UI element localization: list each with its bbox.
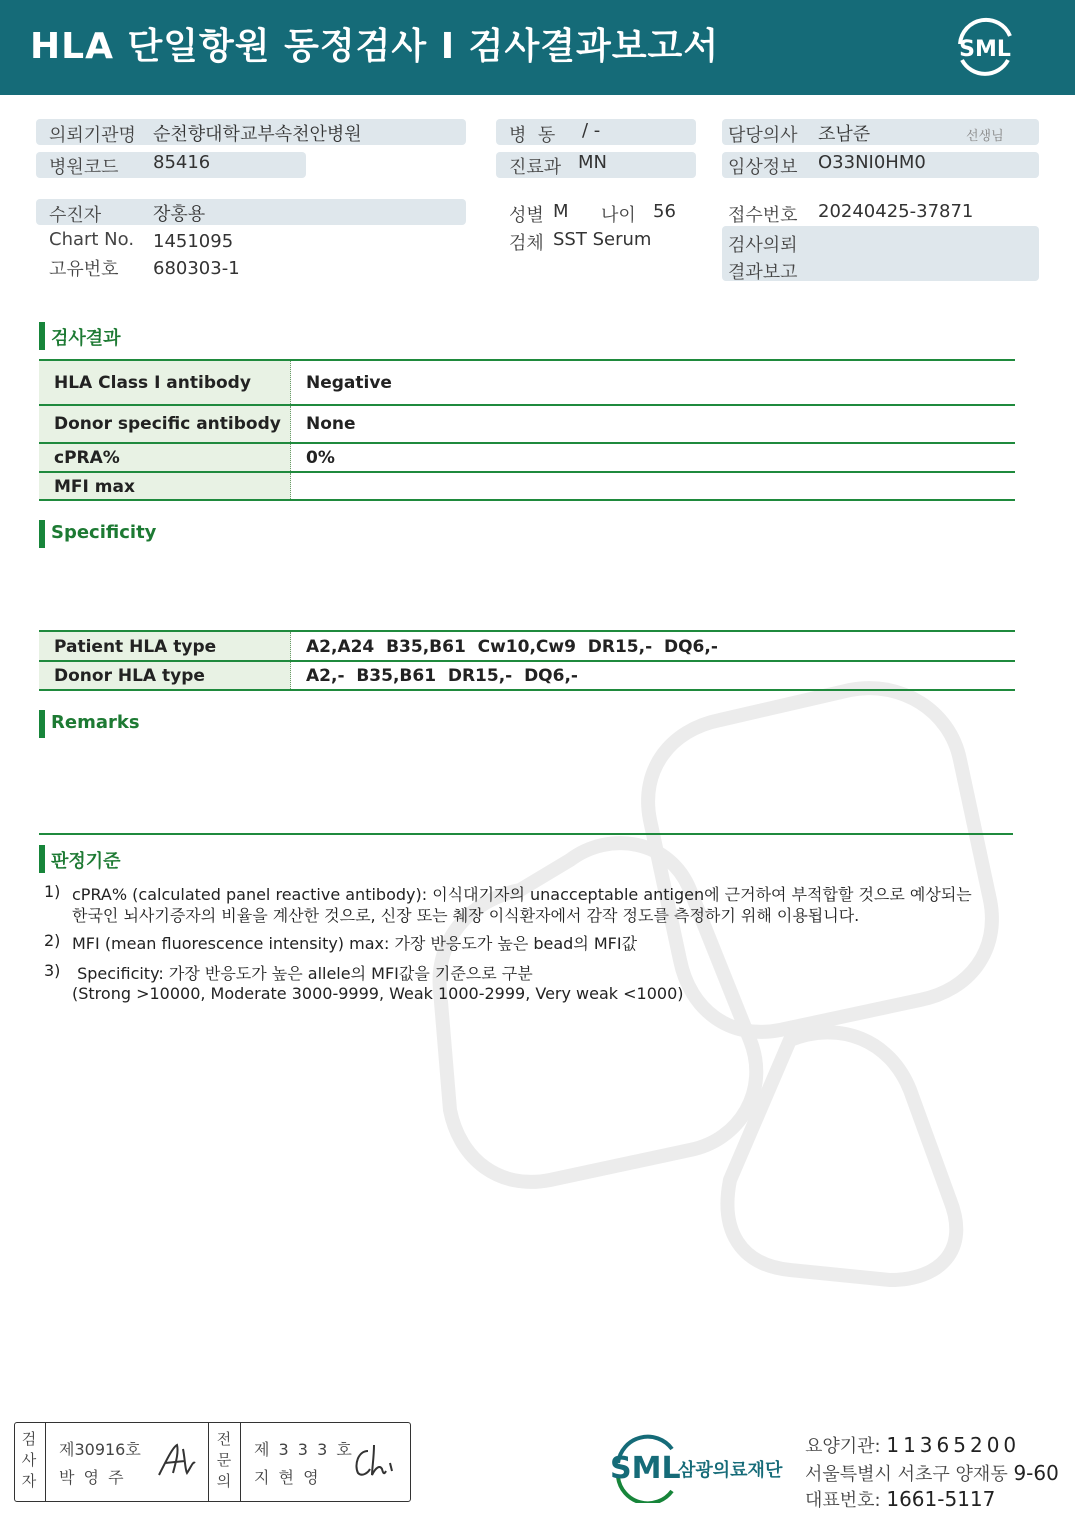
dept-value: MN: [578, 152, 607, 173]
examiner-license: 제30916호: [59, 1440, 141, 1459]
chart-label: Chart No.: [49, 229, 135, 250]
table-row: [39, 473, 1015, 501]
criteria-line: (Strong >10000, Moderate 3000-9999, Weak 1000-2999, Very weak <1000): [72, 984, 684, 1003]
examiner-name: 박 영 주: [59, 1468, 126, 1487]
hospital-code-label: 병원코드: [49, 157, 119, 178]
org-name: 삼광의료재단: [678, 1460, 783, 1481]
table-row: [39, 444, 1015, 473]
request-label: 검사의뢰: [728, 235, 798, 256]
result-label: Donor specific antibody: [54, 414, 281, 434]
clinical-label: 임상정보: [728, 157, 798, 178]
section-bar: [39, 520, 45, 548]
unique-label: 고유번호: [49, 259, 119, 280]
examiner-label: 검 사 자: [21, 1430, 37, 1490]
doctor-value: 조남준: [818, 124, 871, 145]
report-label: 결과보고: [728, 262, 798, 283]
criteria-line: cPRA% (calculated panel reactive antibody): 이식대기자의 unacceptable antigen에 근거하여 부적합할 것으로 예상되는: [72, 885, 972, 904]
report-header: [0, 0, 1075, 95]
chart-value: 1451095: [153, 231, 234, 252]
hla-label: Donor HLA type: [54, 666, 205, 686]
specialist-signature: [350, 1441, 400, 1481]
hla-table: [39, 630, 1015, 691]
result-value: None: [306, 414, 356, 434]
signature-box: [14, 1422, 411, 1502]
criteria-number: 2): [44, 931, 61, 950]
criteria-number: 3): [44, 961, 61, 980]
remarks-divider: [39, 833, 1013, 835]
specialist-license: 제 3 3 3 호: [254, 1440, 354, 1459]
hla-label: Patient HLA type: [54, 637, 217, 657]
section-bar: [39, 845, 45, 873]
examiner-signature: [155, 1439, 203, 1481]
criteria-line: MFI (mean fluorescence intensity) max: 가장 반응도가 높은 bead의 MFI값: [72, 934, 638, 953]
result-label: cPRA%: [54, 448, 120, 468]
criteria-line: Specificity: 가장 반응도가 높은 allele의 MFI값을 기준으로 구분: [72, 964, 533, 983]
table-row: [39, 406, 1015, 444]
result-value: Negative: [306, 373, 392, 393]
institution-label: 의뢰기관명: [49, 125, 136, 146]
phone: 대표번호: 1661-5117: [805, 1487, 996, 1511]
ward-value: / -: [582, 120, 601, 141]
org-logo-text: SML: [610, 1451, 681, 1486]
criteria-number: 1): [44, 882, 61, 901]
result-label: MFI max: [54, 477, 135, 497]
sex-value: M: [553, 201, 569, 222]
patient-label: 수진자: [49, 205, 102, 226]
age-label: 나이: [601, 205, 636, 226]
dept-label: 진료과: [509, 157, 562, 178]
section-results-title: 검사결과: [51, 328, 121, 349]
doctor-suffix: 선생님: [966, 129, 1004, 144]
criteria-line: 한국인 뇌사기증자의 비율을 계산한 것으로, 신장 또는 췌장 이식환자에서 감작 정도를 측정하기 위해 이용됩니다.: [72, 906, 860, 925]
sml-logo-text: SML: [959, 37, 1011, 62]
address: 서울특별시 서초구 양재동 9-60: [805, 1461, 1059, 1485]
clinical-value: O33NI0HM0: [818, 152, 926, 173]
specimen-label: 검체: [509, 233, 544, 254]
table-row: [39, 361, 1015, 406]
age-value: 56: [653, 201, 676, 222]
section-bar: [39, 322, 45, 350]
table-row: [39, 632, 1015, 662]
care-code: 요양기관: 11365200: [805, 1433, 1021, 1457]
section-criteria-title: 판정기준: [51, 851, 121, 872]
section-specificity-title: Specificity: [51, 522, 157, 543]
specialist-label: 전 문 의: [216, 1430, 232, 1490]
receipt-value: 20240425-37871: [818, 201, 974, 222]
receipt-label: 접수번호: [728, 205, 798, 226]
ward-label: 병 동: [509, 125, 556, 146]
doctor-label: 담당의사: [728, 125, 798, 146]
report-title: HLA 단일항원 동정검사 I 검사결과보고서: [30, 26, 720, 67]
section-bar: [39, 710, 45, 738]
hospital-code-value: 85416: [153, 152, 211, 173]
org-logo: [610, 1433, 810, 1503]
result-label: HLA Class I antibody: [54, 373, 251, 393]
unique-value: 680303-1: [153, 258, 240, 279]
specimen-value: SST Serum: [553, 229, 652, 250]
result-value: 0%: [306, 448, 335, 468]
results-table: [39, 359, 1015, 501]
hla-value: A2,A24 B35,B61 Cw10,Cw9 DR15,- DQ6,-: [306, 637, 718, 657]
hla-value: A2,- B35,B61 DR15,- DQ6,-: [306, 666, 578, 686]
table-row: [39, 662, 1015, 691]
institution-value: 순천향대학교부속천안병원: [153, 124, 362, 145]
patient-value: 장홍용: [153, 204, 206, 225]
section-remarks-title: Remarks: [51, 712, 140, 733]
specialist-name: 지 현 영: [254, 1468, 321, 1487]
sex-label: 성별: [509, 205, 544, 226]
sml-logo-icon: [950, 14, 1020, 80]
